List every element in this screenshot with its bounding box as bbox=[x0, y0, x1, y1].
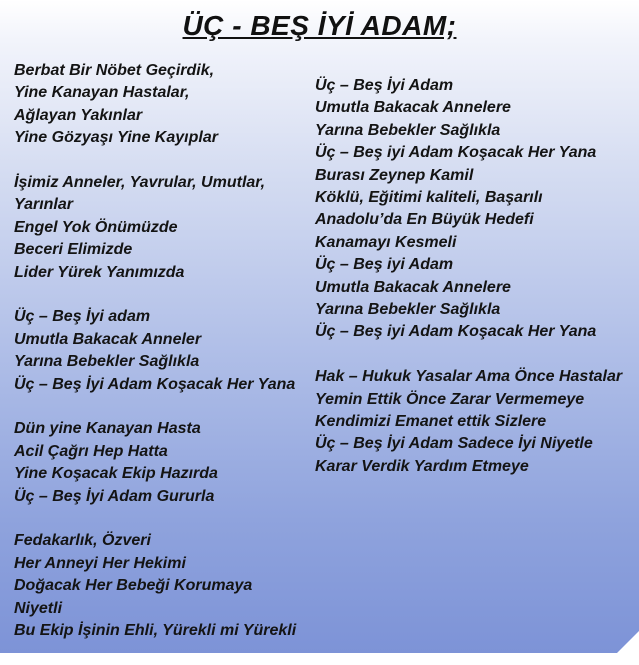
stanza bbox=[315, 366, 622, 478]
right-column bbox=[315, 75, 622, 501]
poem-line: Yemin Ettik Önce Zarar Vermemeye bbox=[315, 390, 585, 408]
left-column bbox=[14, 60, 296, 665]
poem-line: Üç – Beş İyi Adam Gururla bbox=[14, 487, 215, 505]
poem-line: Köklü, Eğitimi kaliteli, Başarılı bbox=[315, 189, 543, 207]
poem-line: Üç – Beş İyi adam bbox=[14, 308, 151, 326]
poem-line: Umutla Bakacak Annelere bbox=[315, 99, 511, 117]
poem-line: Her Anneyi Her Hekimi bbox=[14, 554, 186, 572]
poem-line: Dün yine Kanayan Hasta bbox=[14, 420, 201, 438]
poem-line: Umutla Bakacak Anneler bbox=[14, 330, 202, 348]
poem-line: İşimiz Anneler, Yavrular, Umutlar, bbox=[14, 174, 266, 192]
poem-line: Doğacak Her Bebeği Korumaya bbox=[14, 577, 253, 595]
poem-line: Yine Kanayan Hastalar, bbox=[14, 84, 190, 102]
poem-line: Üç – Beş İyi Adam Koşacak Her Yana bbox=[14, 375, 296, 393]
poem-line: Karar Verdik Yardım Etmeye bbox=[315, 457, 529, 475]
poem-line: Yarına Bebekler Sağlıkla bbox=[315, 301, 501, 319]
poem-line: Ağlayan Yakınlar bbox=[14, 106, 143, 124]
poem-line: Engel Yok Önümüzde bbox=[14, 218, 178, 236]
poem-line: Berbat Bir Nöbet Geçirdik, bbox=[14, 62, 215, 79]
poem-line: Bu Ekip İşinin Ehli, Yürekli mi Yürekli bbox=[14, 622, 297, 640]
poem-line: Beceri Elimizde bbox=[14, 241, 133, 259]
poem-line: Yarına Bebekler Sağlıkla bbox=[315, 121, 501, 139]
poem-line: Yarına Bebekler Sağlıkla bbox=[14, 353, 200, 371]
poem-line: Üç – Beş iyi Adam bbox=[315, 256, 454, 274]
poem-line: Niyetli bbox=[14, 599, 63, 617]
poem-line: Anadolu’da En Büyük Hedefi bbox=[315, 211, 534, 229]
poem-line: Hak – Hukuk Yasalar Ama Önce Hastalar bbox=[315, 368, 623, 386]
stanza bbox=[14, 306, 296, 396]
poem-line: Umutla Bakacak Annelere bbox=[315, 278, 511, 296]
stanza bbox=[14, 172, 296, 284]
stanza bbox=[315, 75, 622, 344]
poem-line: Üç – Beş iyi Adam Koşacak Her Yana bbox=[315, 323, 597, 341]
poem-line: Burası Zeynep Kamil bbox=[315, 166, 474, 184]
poem-line: Acil Çağrı Hep Hatta bbox=[14, 442, 168, 460]
poem-line: Fedakarlık, Özveri bbox=[14, 532, 151, 550]
poem-line: Üç – Beş İyi Adam bbox=[315, 77, 454, 94]
poem-line: Yine Gözyaşı Yine Kayıplar bbox=[14, 129, 218, 147]
poem-line: Üç – Beş İyi Adam Sadece İyi Niyetle bbox=[315, 435, 593, 453]
poem-line: Yine Koşacak Ekip Hazırda bbox=[14, 465, 218, 483]
stanza bbox=[14, 418, 296, 508]
poem-line: Yarınlar bbox=[14, 196, 73, 214]
poem-line: Üç – Beş iyi Adam Koşacak Her Yana bbox=[315, 144, 597, 162]
stanza bbox=[14, 60, 296, 150]
poem-title: ÜÇ - BEŞ İYİ ADAM; bbox=[182, 10, 457, 41]
stanza bbox=[14, 530, 296, 642]
poem-line: Lider Yürek Yanımızda bbox=[14, 263, 185, 281]
page-curl bbox=[617, 631, 639, 653]
poem-line: Kanamayı Kesmeli bbox=[315, 233, 457, 251]
poem-line: Kendimizi Emanet ettik Sizlere bbox=[315, 413, 547, 431]
